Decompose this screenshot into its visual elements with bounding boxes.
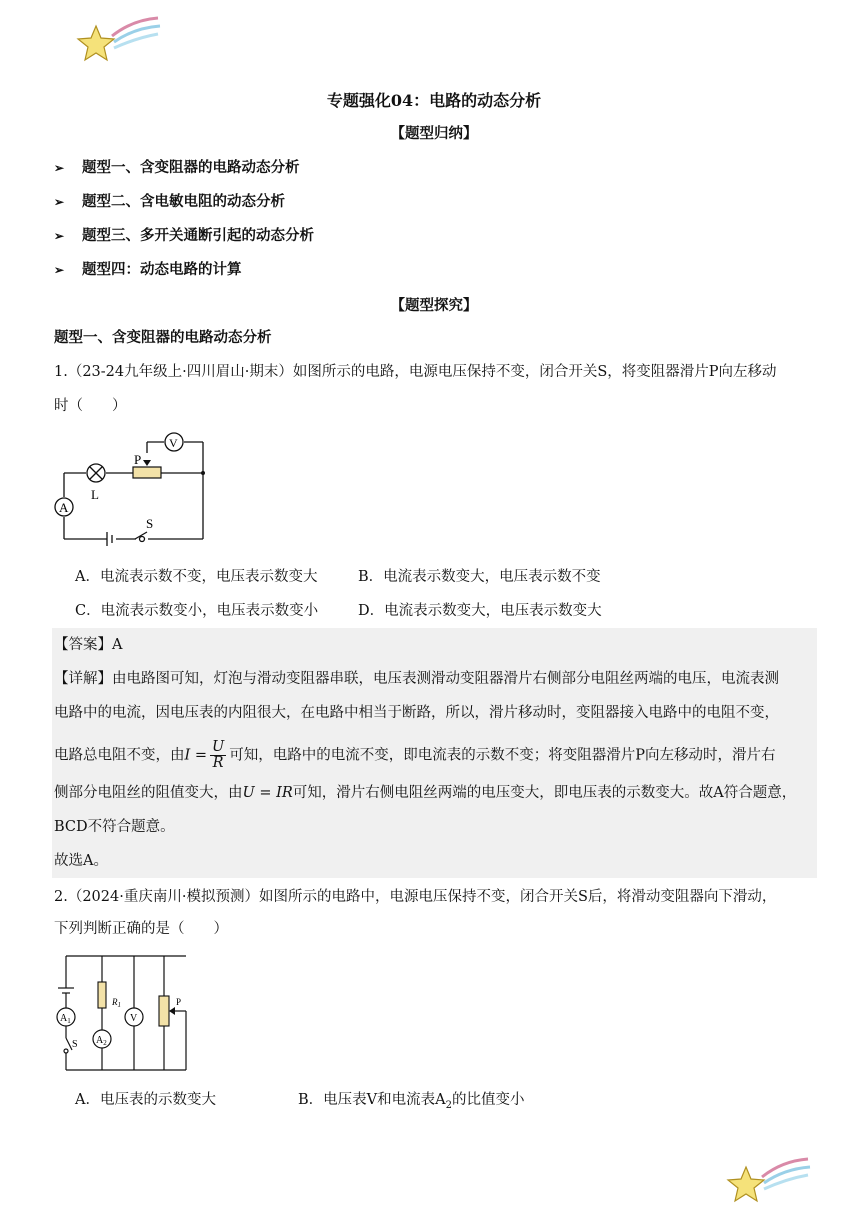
ammeter-a2-sub: 2 [103, 1039, 107, 1047]
ammeter-a1-icon [60, 1013, 71, 1025]
label-p: P [134, 452, 142, 467]
q1-detail-line3: 电路总电阻不变，由I = $\frac{U}{R}$ 可知，电路中的电流不变，即电流表的示数不变；将变阻器滑片P向左移动时，滑片右 [54, 739, 776, 771]
arrow-bullet-icon: ➢ [54, 229, 65, 243]
voltmeter-icon: V [169, 436, 178, 450]
subscript: 2 [445, 1099, 452, 1111]
type-item-2 [54, 190, 285, 211]
q1-option-a: A．电流表示数不变，电压表示数变大 [75, 569, 318, 585]
q1-conclusion: 故选A。 [54, 853, 108, 869]
fraction-numerator: U [212, 739, 225, 755]
option-text: 的比值变小 [451, 1092, 525, 1108]
q1-answer: 【答案】A [54, 637, 123, 653]
q1-detail-line4 [54, 782, 796, 804]
section-heading-explore: 【题型探究】 [390, 297, 478, 314]
type-item-label: 题型四：动态电路的计算 [82, 261, 242, 278]
q2-option-a: A．电压表的示数变大 [75, 1092, 216, 1108]
page-title: 专题强化04：电路的动态分析 [326, 91, 542, 110]
ammeter-a2-icon [96, 1035, 107, 1047]
ammeter-a2-main: A [96, 1035, 104, 1046]
arrow-bullet-icon: ➢ [54, 195, 65, 209]
q1-circuit-diagram [50, 430, 215, 550]
label-lamp: L [91, 487, 99, 502]
q1-detail-line5: BCD不符合题意。 [54, 819, 175, 835]
shooting-star-icon [722, 1155, 812, 1207]
q2-option-b [298, 1089, 524, 1117]
q1-stem: 1.（23-24九年级上·四川眉山·期末）如图所示的电路，电源电压保持不变，闭合开关S，将变阻器滑片P向左移动 [54, 364, 777, 380]
q1-detail-line1: 【详解】由电路图可知，灯泡与滑动变阻器串联，电压表测滑动变阻器滑片右侧部分电阻丝两端的电压，电流表测 [54, 671, 779, 687]
equation-fraction [210, 740, 226, 771]
ammeter-a1-main: A [60, 1013, 68, 1024]
shooting-star-icon [72, 14, 162, 66]
type-item-1 [54, 156, 300, 177]
type-item-4 [54, 258, 242, 279]
detail-text: 可知，滑片右侧电阻丝两端的电压变大，即电压表的示数变大。故A符合题意， [292, 785, 797, 801]
type-item-label: 题型二、含电敏电阻的动态分析 [82, 193, 285, 210]
ammeter-a1-sub: 1 [67, 1017, 71, 1025]
equation-var: I [184, 747, 191, 764]
option-text: B．电压表V和电流表A [298, 1092, 446, 1108]
label-r1 [111, 997, 121, 1009]
type-item-label: 题型三、多开关通断引起的动态分析 [82, 227, 314, 244]
detail-text: 电路总电阻不变，由 [54, 747, 185, 764]
detail-text: 侧部分电阻丝的阻值变大，由 [54, 785, 243, 801]
q2-stem: 2.（2024·重庆南川·模拟预测）如图所示的电路中，电源电压保持不变，闭合开关S后，将滑动变阻器向下滑动， [54, 889, 777, 905]
fraction-denominator: R [212, 755, 224, 771]
type-item-label: 题型一、含变阻器的电路动态分析 [82, 159, 300, 176]
label-switch: S [72, 1039, 78, 1050]
arrow-bullet-icon: ➢ [54, 161, 65, 175]
q1-option-b: B．电流表示数变大，电压表示数不变 [358, 569, 601, 585]
section-heading-types: 【题型归纳】 [390, 125, 478, 142]
q2-circuit-diagram [52, 952, 192, 1074]
label-r1-main: R [112, 997, 118, 1007]
q1-option-d: D．电流表示数变大，电压表示数变大 [358, 603, 602, 619]
arrow-bullet-icon: ➢ [54, 263, 65, 277]
type-item-3 [54, 224, 314, 245]
q2-stem-cont: 下列判断正确的是（ ） [54, 921, 228, 937]
label-r1-sub: 1 [117, 1001, 121, 1009]
label-p: P [176, 997, 182, 1007]
equation-inline: U = IR [242, 785, 293, 801]
q1-stem-cont: 时（ ） [54, 398, 127, 414]
q1-detail-line2: 电路中的电流，因电压表的内阻很大，在电路中相当于断路，所以，滑片移动时，变阻器接入电路中的电阻不变， [54, 705, 779, 721]
section1-title: 题型一、含变阻器的电路动态分析 [54, 329, 272, 346]
label-switch: S [146, 516, 154, 531]
ammeter-icon: A [59, 500, 69, 515]
voltmeter-icon: V [130, 1013, 138, 1024]
detail-text: 可知，电路中的电流不变，即电流表的示数不变；将变阻器滑片P向左移动时，滑片右 [229, 747, 776, 764]
q1-option-c: C．电流表示数变小，电压表示数变小 [75, 603, 319, 619]
